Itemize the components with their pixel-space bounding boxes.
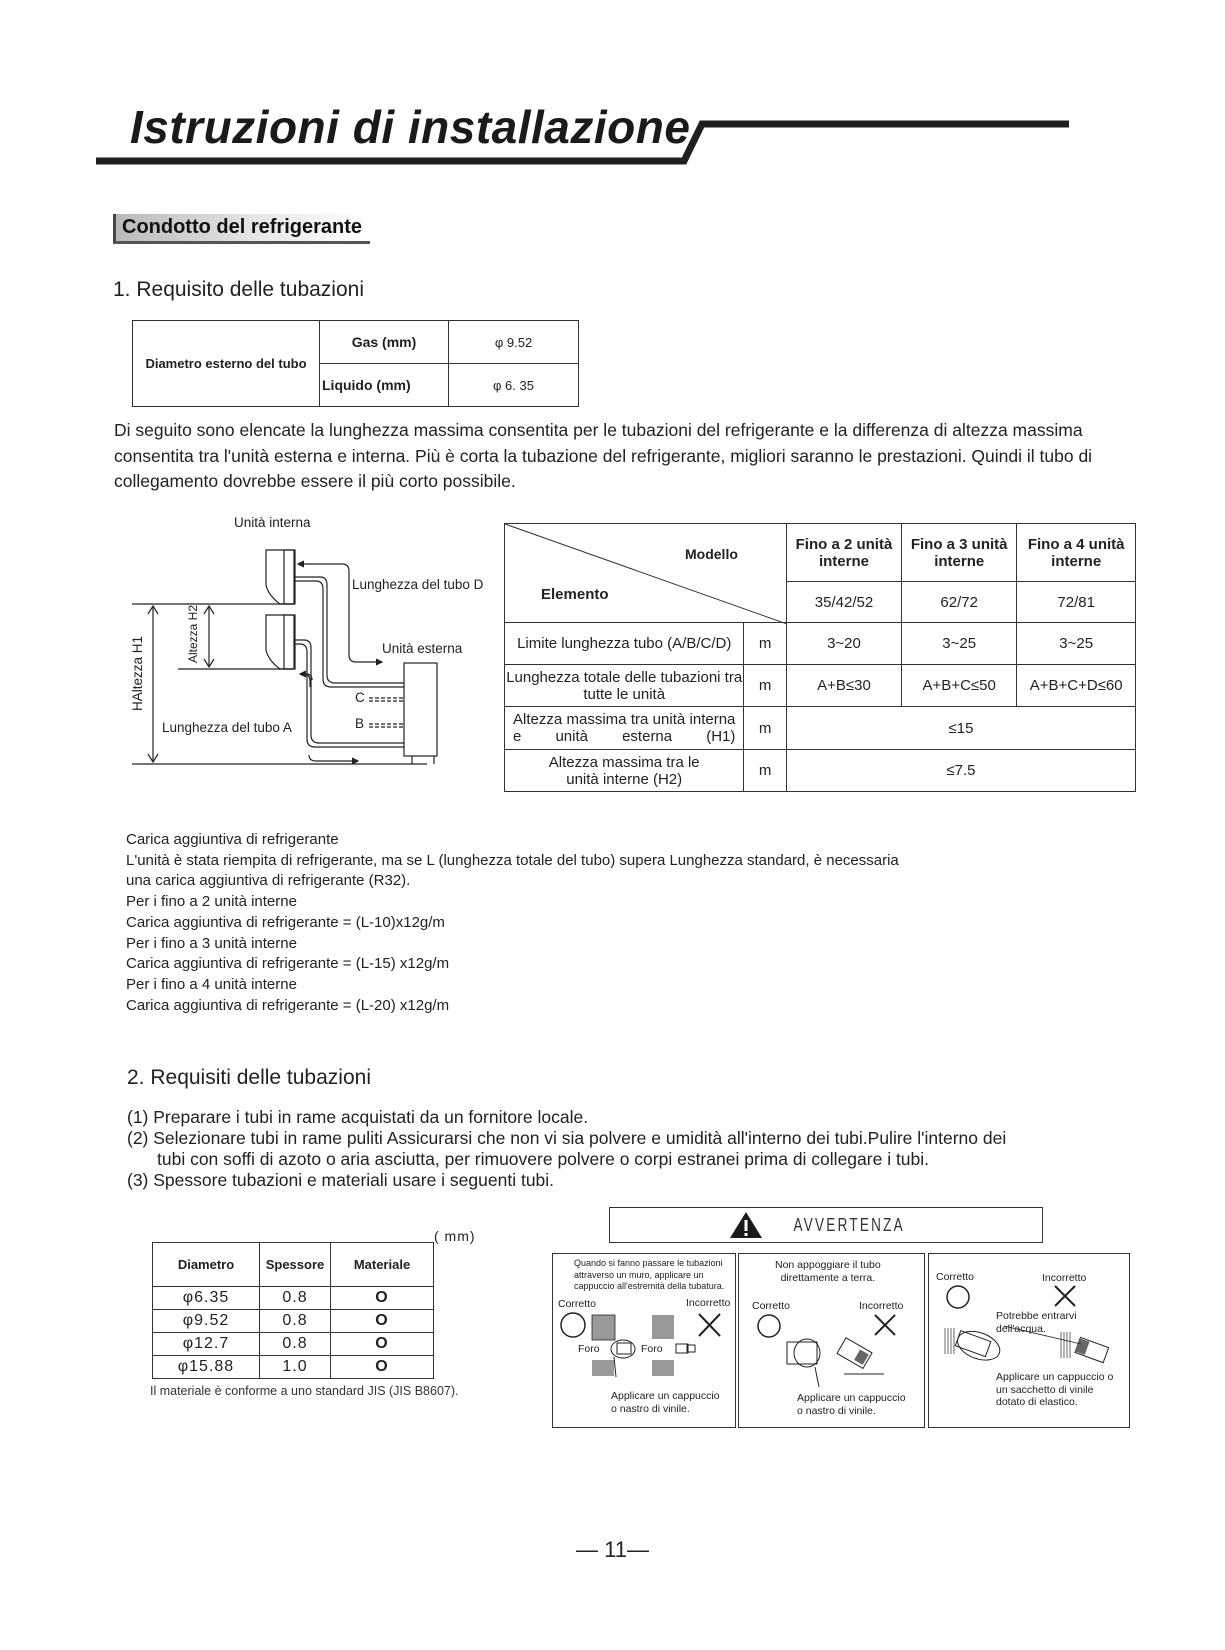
section-heading: Condotto del refrigerante (113, 214, 370, 244)
panel-instruction (775, 1259, 881, 1284)
cell: φ9.52 (153, 1310, 260, 1333)
note-line: dell'acqua. (996, 1322, 1046, 1335)
note-line: Applicare un cappuccio o (996, 1371, 1114, 1383)
cell: 3~20 (786, 623, 901, 665)
page-number: — 11— (576, 1537, 649, 1562)
cell: O (331, 1356, 434, 1379)
cell: A+B+C+D≤60 (1017, 665, 1136, 707)
ground-pipe-illustration (739, 1312, 926, 1387)
model-2-units: 35/42/52 (786, 582, 901, 623)
charge-line: Carica aggiuntiva di refrigerante = (L-15) x12g/m (126, 955, 450, 973)
panel-note (611, 1390, 720, 1415)
warning-panel-ground (738, 1253, 925, 1428)
col-header-3-units: Fino a 3 unità interne (902, 524, 1017, 582)
outdoor-unit-label: Unità esterna (382, 641, 463, 656)
instruction-line: Non appoggiare il tubo (775, 1259, 881, 1271)
pipe-limits-table (504, 523, 1136, 792)
row-label-h1: Altezza massima tra unità interna e unità esterna (H1) (505, 707, 744, 750)
list-item: (3) Spessore tubazioni e materiali usare i seguenti tubi. (127, 1170, 555, 1190)
cell: O (331, 1310, 434, 1333)
correct-label: Corretto (752, 1300, 790, 1312)
cell: φ6.35 (153, 1287, 260, 1310)
pipe-a-label: Lunghezza del tubo A (162, 720, 292, 735)
instruction-line: attraverso un muro, applicare un (574, 1269, 704, 1280)
model-4-units: 72/81 (1017, 582, 1136, 623)
row-label-pipe-limit: Limite lunghezza tubo (A/B/C/D) (505, 623, 744, 665)
charge-line: Carica aggiuntiva di refrigerante (126, 831, 339, 848)
charge-line: Per i fino a 2 unità interne (126, 893, 297, 911)
panel-note (797, 1392, 906, 1417)
requirements-list (127, 1107, 1225, 1191)
instruction-line: direttamente a terra. (780, 1271, 876, 1284)
list-item: (2) Selezionare tubi in rame puliti Assicurarsi che non vi sia polvere e umidità all'interno dei tubi.Pulire l'interno dei (127, 1128, 1007, 1148)
warning-panel-water (928, 1253, 1130, 1428)
pipe-d-label: Lunghezza del tubo D (352, 577, 484, 592)
row-unit: m (744, 707, 787, 750)
warning-panel-wall (552, 1253, 736, 1428)
charge-line: Carica aggiuntiva di refrigerante = (L-20) x12g/m (126, 996, 450, 1014)
page-title: Istruzioni di installazione (130, 101, 691, 153)
header-diameter: Diametro (153, 1243, 260, 1287)
panel-instruction (574, 1258, 724, 1293)
row-label-h2: Altezza massima tra le unità interne (H2) (505, 750, 744, 792)
h2-label: Altezza H2 (186, 604, 200, 663)
list-item: (1) Preparare i tubi in rame acquistati da un fornitore locale. (127, 1107, 589, 1127)
cell: φ15.88 (153, 1356, 260, 1379)
row-label-total-length: Lunghezza totale delle tubazioni tra tutte le unità (505, 665, 744, 707)
correct-label: Corretto (558, 1298, 596, 1310)
col-header-4-units: Fino a 4 unità interne (1017, 524, 1136, 582)
incorrect-label: Incorretto (1042, 1272, 1087, 1284)
cell: 0.8 (260, 1287, 331, 1310)
subsection-heading-1: 1. Requisito delle tubazioni (113, 278, 364, 301)
incorrect-label: Incorretto (859, 1300, 904, 1312)
row-unit: m (744, 665, 787, 707)
hole-label-right: Foro (641, 1343, 663, 1355)
instruction-line: cappuccio all'estremità della tubatura. (574, 1281, 725, 1291)
unit-note: ( mm) (434, 1228, 476, 1244)
correct-circle-icon (947, 1286, 969, 1308)
correct-circle-icon (758, 1315, 780, 1337)
cell: A+B≤30 (786, 665, 901, 707)
row-unit: m (744, 750, 787, 792)
instruction-line: Quando si fanno passare le tubazioni (574, 1258, 723, 1268)
warning-triangle-icon (729, 1211, 763, 1239)
note-line: un sacchetto di vinile (996, 1383, 1094, 1396)
panel-note (996, 1371, 1113, 1409)
list-item-continuation: tubi con soffi di azoto o aria asciutta, per rimuovere polvere o corpi estranei prima di collegare i tubi. (157, 1149, 930, 1169)
charge-line: Per i fino a 3 unità interne (126, 934, 297, 952)
additional-charge-text (126, 830, 899, 1016)
warning-title: AVVERTENZA (793, 1214, 905, 1235)
pipe-diameter-table (132, 320, 579, 407)
charge-line: Carica aggiuntiva di refrigerante = (L-10)x12g/m (126, 913, 445, 931)
note-line: o nastro di vinile. (797, 1404, 876, 1417)
indoor-unit-label: Unità interna (234, 515, 311, 530)
cell: O (331, 1333, 434, 1356)
note-line: Potrebbe entrarvi (996, 1310, 1077, 1322)
gas-label: Gas (mm) (320, 321, 449, 364)
h1-label: HAltezza H1 (130, 635, 145, 711)
cell: 0.8 (260, 1310, 331, 1333)
water-warning-note (996, 1310, 1077, 1335)
cell: O (331, 1287, 434, 1310)
correct-circle-icon (561, 1313, 585, 1337)
pipe-c-label: C (355, 690, 365, 705)
cell-h1-merged: ≤15 (786, 707, 1135, 750)
corner-element-label: Elemento (541, 586, 609, 603)
note-line: Applicare un cappuccio (611, 1390, 720, 1402)
cell-h2-merged: ≤7.5 (786, 750, 1135, 792)
corner-model-label: Modello (685, 546, 738, 562)
row-unit: m (744, 623, 787, 665)
intro-paragraph: Di seguito sono elencate la lunghezza massima consentita per le tubazioni del refrigerante e la differenza di altezza massima consentita tra l'unità esterna e interna. Più è corta la tubazione del refrigerante, migliori saranno le prestazioni. Quindi il tubo di collegamento dovrebbe essere il più corto possibile. (114, 420, 1093, 491)
col-header-2-units: Fino a 2 unità interne (786, 524, 901, 582)
model-3-units: 62/72 (902, 582, 1017, 623)
note-line: o nastro di vinile. (611, 1402, 690, 1415)
charge-line: L'unità è stata riempita di refrigerante, ma se L (lunghezza totale del tubo) supera Lunghezza standard, è necessaria (126, 851, 899, 869)
cell: φ12.7 (153, 1333, 260, 1356)
pipe-b-label: B (355, 716, 365, 731)
piping-diagram (120, 515, 505, 775)
liquid-value: φ 6. 35 (449, 364, 579, 407)
header-thickness: Spessore (260, 1243, 331, 1287)
warning-header (609, 1207, 1043, 1243)
pipe-thickness-table (152, 1242, 434, 1379)
incorrect-label: Incorretto (686, 1297, 731, 1309)
jis-note: Il materiale è conforme a uno standard JIS (JIS B8607). (150, 1384, 459, 1398)
liquid-label: Liquido (mm) (320, 364, 449, 407)
gas-value: φ 9.52 (449, 321, 579, 364)
diagonal-divider (505, 524, 787, 624)
cell: 3~25 (1017, 623, 1136, 665)
header-material: Materiale (331, 1243, 434, 1287)
pipe-diameter-label: Diametro esterno del tubo (133, 321, 320, 407)
correct-label: Corretto (936, 1271, 974, 1283)
charge-line: Per i fino a 4 unità interne (126, 975, 297, 993)
hole-label-left: Foro (578, 1343, 600, 1355)
subsection-heading-2: 2. Requisiti delle tubazioni (127, 1066, 371, 1089)
cell: A+B+C≤50 (902, 665, 1017, 707)
cell: 1.0 (260, 1356, 331, 1379)
table-corner-cell (505, 524, 787, 623)
note-line: Applicare un cappuccio (797, 1392, 906, 1404)
cell: 3~25 (902, 623, 1017, 665)
note-line: dotato di elastico. (996, 1396, 1078, 1408)
cell: 0.8 (260, 1333, 331, 1356)
charge-line: una carica aggiuntiva di refrigerante (R32). (126, 872, 411, 890)
